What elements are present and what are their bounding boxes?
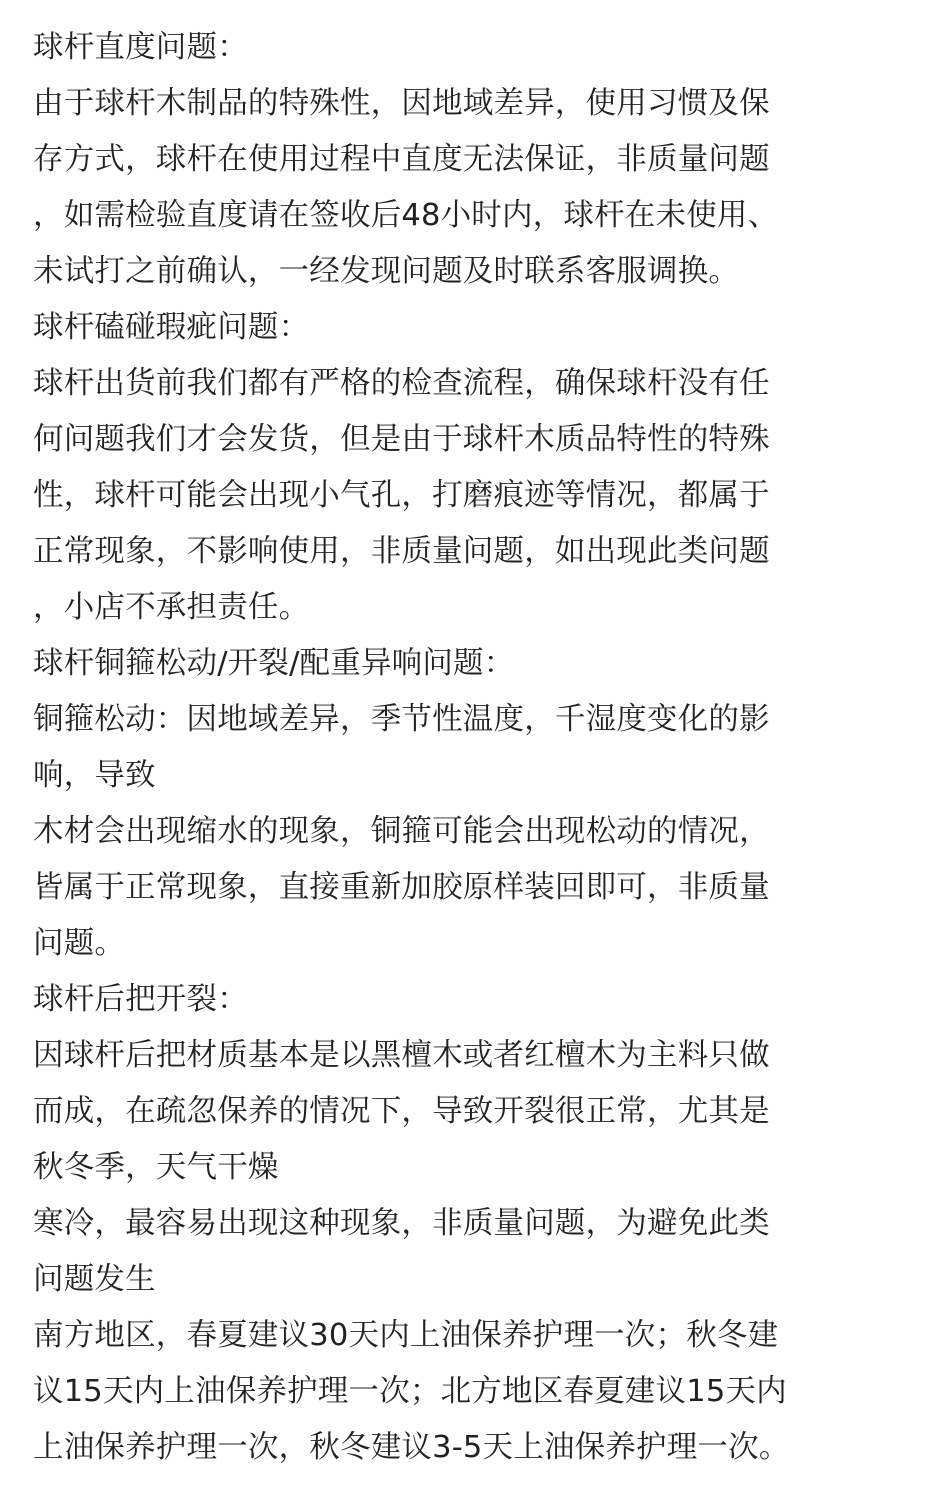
text-line: 问题发生	[33, 1262, 156, 1297]
text-line: 铜箍松动：因地域差异，季节性温度，千湿度变化的影	[33, 702, 770, 737]
text-line: 何问题我们才会发货，但是由于球杆木质品特性的特殊	[33, 422, 770, 457]
text-line: 因球杆后把材质基本是以黑檀木或者红檀木为主料只做	[33, 1038, 770, 1073]
text-line: 秋冬季，天气干燥	[33, 1150, 279, 1185]
text-line: 南方地区，春夏建议30天内上油保养护理一次；秋冬建	[33, 1318, 779, 1353]
text-line: 木材会出现缩水的现象，铜箍可能会出现松动的情况，	[33, 814, 770, 849]
text-line: 响，导致	[33, 758, 156, 793]
text-line: ，如需检验直度请在签收后48小时内，球杆在未使用、	[33, 198, 779, 233]
text-line: 寒冷，最容易出现这种现象，非质量问题，为避免此类	[33, 1206, 770, 1241]
text-line: 上油保养护理一次，秋冬建议3-5天上油保养护理一次。	[33, 1430, 790, 1465]
text-line: 未试打之前确认，一经发现问题及时联系客服调换。	[33, 254, 740, 289]
text-line: 皆属于正常现象，直接重新加胶原样装回即可，非质量	[33, 870, 770, 905]
text-line: 存方式，球杆在使用过程中直度无法保证，非质量问题	[33, 142, 770, 177]
heading-ferrule-issues: 球杆铜箍松动/开裂/配重异响问题：	[33, 646, 515, 681]
text-line: 正常现象，不影响使用，非质量问题，如出现此类问题	[33, 534, 770, 569]
text-line: 性，球杆可能会出现小气孔，打磨痕迹等情况，都属于	[33, 478, 770, 513]
heading-straightness: 球杆直度问题：	[33, 30, 248, 65]
text-line: 球杆出货前我们都有严格的检查流程，确保球杆没有任	[33, 366, 770, 401]
text-line: 问题。	[33, 926, 126, 961]
text-line: 而成，在疏忽保养的情况下，导致开裂很正常，尤其是	[33, 1094, 770, 1129]
text-line: 由于球杆木制品的特殊性，因地域差异，使用习惯及保	[33, 86, 770, 121]
heading-dent-flaws: 球杆磕碰瑕疵问题：	[33, 310, 310, 345]
text-line: 议15天内上油保养护理一次；北方地区春夏建议15天内	[33, 1374, 787, 1409]
heading-butt-crack: 球杆后把开裂：	[33, 982, 248, 1017]
notice-text	[33, 20, 913, 1476]
text-line: ，小店不承担责任。	[33, 590, 310, 625]
